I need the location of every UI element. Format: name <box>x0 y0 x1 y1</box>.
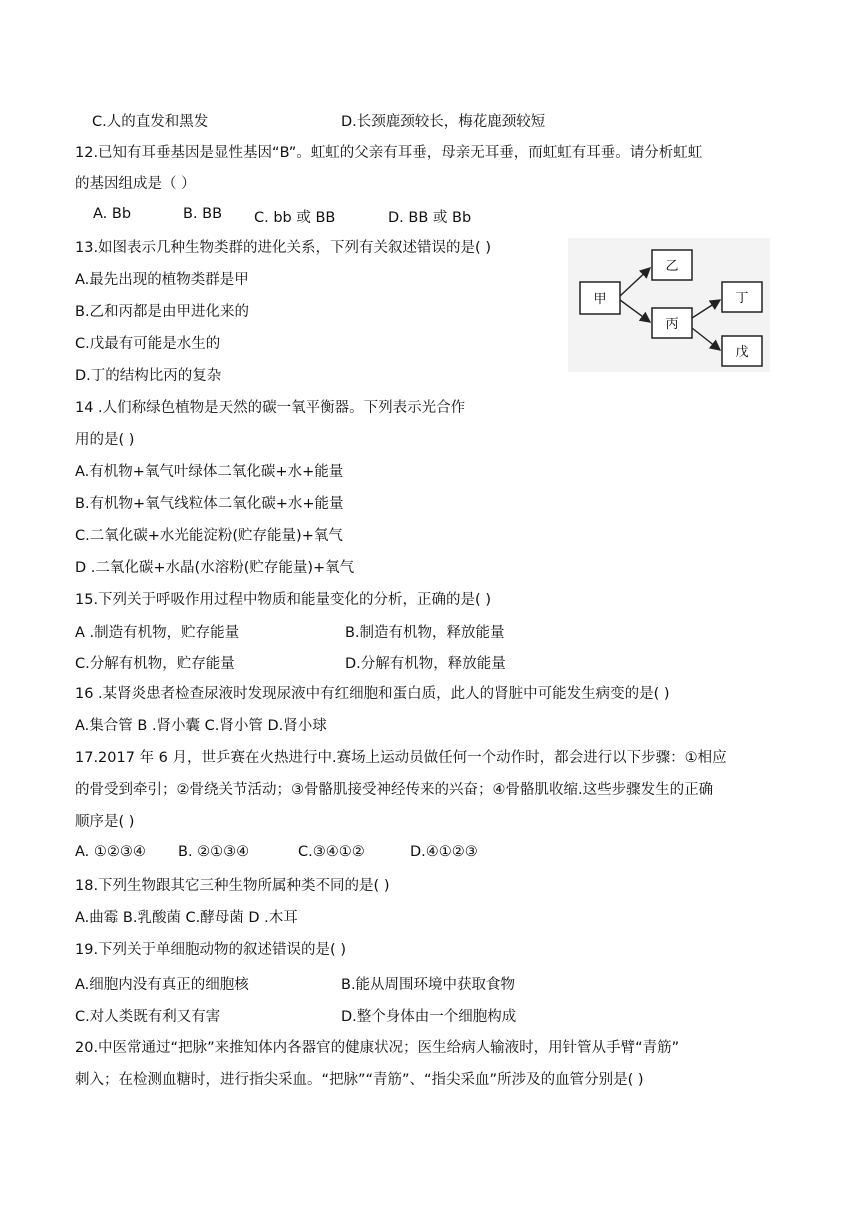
q17-option-d: D.④①②③ <box>410 844 478 860</box>
q15-option-b: B.制造有机物，释放能量 <box>345 625 505 641</box>
q14-option-c: C.二氧化碳+水光能淀粉(贮存能量)+氧气 <box>75 528 343 544</box>
q15-option-a: A .制造有机物，贮存能量 <box>75 625 240 641</box>
q15-stem: 15.下列关于呼吸作用过程中物质和能量变化的分析，正确的是( ) <box>75 592 491 608</box>
q12-option-a: A. Bb <box>93 206 132 222</box>
q19-option-c: C.对人类既有利又有害 <box>75 1009 221 1025</box>
q14-option-d: D .二氧化碳+水晶(水溶粉(贮存能量)+氧气 <box>75 560 355 576</box>
q11-option-d: D.长颈鹿颈较长，梅花鹿颈较短 <box>341 114 546 130</box>
q11-option-c: C.人的直发和黑发 <box>92 114 209 130</box>
box-jia <box>580 282 620 314</box>
label-ding: 丁 <box>735 291 749 306</box>
label-jia: 甲 <box>593 292 607 307</box>
q15-option-d: D.分解有机物，释放能量 <box>345 656 506 672</box>
q13-option-b: B.乙和丙都是由甲进化来的 <box>75 304 250 320</box>
label-bing: 丙 <box>665 317 679 332</box>
q12-option-b: B. BB <box>183 206 223 222</box>
q13-stem: 13.如图表示几种生物类群的进化关系，下列有关叙述错误的是( ) <box>75 240 491 256</box>
box-wu <box>722 336 762 366</box>
q13-option-c: C.戊最有可能是水生的 <box>75 336 221 352</box>
q20-stem-line1: 20.中医常通过“把脉”来推知体内各器官的健康状况；医生给病人输液时，用针管从手臂“青筋” <box>75 1040 680 1056</box>
q12-stem-line2: 的基因组成是（ ） <box>75 176 196 192</box>
box-bing <box>652 308 692 338</box>
q16-stem: 16 .某肾炎患者检查尿液时发现尿液中有红细胞和蛋白质，此人的肾脏中可能发生病变的是( ) <box>75 686 670 702</box>
q17-stem-line1: 17.2017 年 6 月，世乒赛在火热进行中.赛场上运动员做任何一个动作时，都会进行以下步骤：①相应 <box>75 750 727 766</box>
q18-stem: 18.下列生物跟其它三种生物所属种类不同的是( ) <box>75 878 390 894</box>
q14-option-a: A.有机物+氧气叶绿体二氧化碳+水+能量 <box>75 464 344 480</box>
q17-option-c: C.③④①② <box>298 844 365 860</box>
q19-option-b: B.能从周围环境中获取食物 <box>341 977 516 993</box>
q18-options: A.曲霉 B.乳酸菌 C.酵母菌 D .木耳 <box>75 910 298 926</box>
evolution-diagram <box>568 238 770 372</box>
label-wu: 戊 <box>735 345 749 360</box>
q17-option-a: A. ①②③④ <box>75 844 146 860</box>
q19-option-d: D.整个身体由一个细胞构成 <box>341 1009 517 1025</box>
q13-option-d: D.丁的结构比丙的复杂 <box>75 368 222 384</box>
q17-stem-line2: 的骨受到牵引；②骨绕关节活动；③骨骼肌接受神经传来的兴奋；④骨骼肌收缩.这些步骤发生的正确 <box>75 782 714 798</box>
q16-options: A.集合管 B .肾小囊 C.肾小管 D.肾小球 <box>75 718 327 734</box>
q20-stem-line2: 刺入；在检测血糖时，进行指尖采血。“把脉”“青筋”、“指尖采血”所涉及的血管分别是( ) <box>75 1072 644 1088</box>
q19-stem: 19.下列关于单细胞动物的叙述错误的是( ) <box>75 942 346 958</box>
box-yi <box>652 250 692 280</box>
q12-stem-line1: 12.已知有耳垂基因是显性基因“B”。虹虹的父亲有耳垂，母亲无耳垂，而虹虹有耳垂。请分析虹虹 <box>75 145 703 161</box>
q13-option-a: A.最先出现的植物类群是甲 <box>75 272 249 288</box>
q17-stem-line3: 顺序是( ) <box>75 814 135 830</box>
q19-option-a: A.细胞内没有真正的细胞核 <box>75 977 249 993</box>
q12-option-c: C. bb 或 BB <box>254 210 336 226</box>
box-ding <box>722 282 762 312</box>
q14-option-b: B.有机物+氧气线粒体二氧化碳+水+能量 <box>75 496 344 512</box>
label-yi: 乙 <box>665 259 679 274</box>
q12-option-d: D. BB 或 Bb <box>388 210 472 226</box>
q14-stem-line1: 14 .人们称绿色植物是天然的碳一氧平衡器。下列表示光合作 <box>75 400 466 416</box>
q17-option-b: B. ②①③④ <box>178 844 250 860</box>
q14-stem-line2: 用的是( ) <box>75 432 135 448</box>
q15-option-c: C.分解有机物，贮存能量 <box>75 656 235 672</box>
